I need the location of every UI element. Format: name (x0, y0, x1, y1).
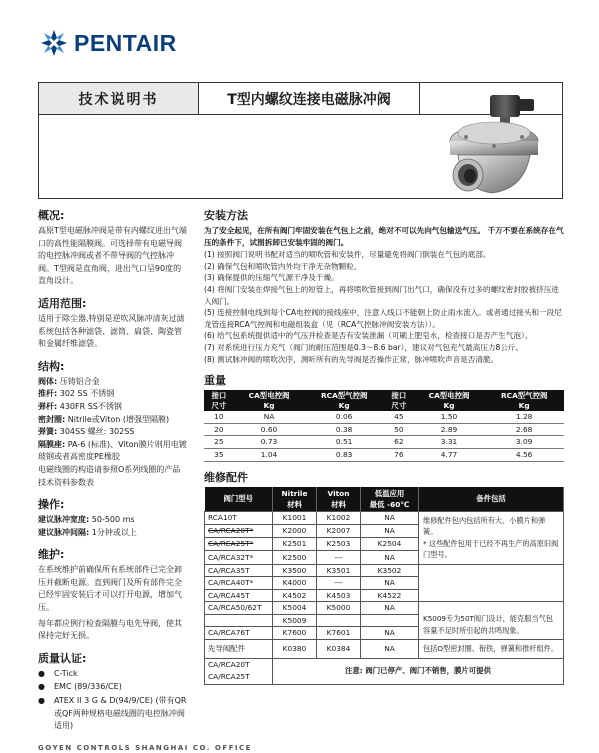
valve-image (432, 93, 552, 201)
part-low-temp: NA (361, 524, 419, 537)
installation-step: (6) 给气包系统提供适中的气压并检查是否有安装泄漏（可刷上肥皂水，检查接口是否产生气泡）。 (204, 331, 533, 341)
table-row (205, 564, 564, 577)
structure-item: 阀体: 压铸铝合金 (38, 376, 100, 386)
part-nitrile: K4000 (273, 577, 317, 590)
part-nitrile: K2500 (273, 551, 317, 564)
weight-table (204, 390, 564, 461)
part-model: 先导阀配件 (205, 640, 273, 659)
table-row (204, 436, 564, 449)
col-viton: Viton 材料 (317, 487, 361, 512)
col-nitrile: Nitrile 材料 (273, 487, 317, 512)
table-row (205, 640, 564, 659)
part-model (205, 614, 273, 627)
part-low-temp: K2504 (361, 538, 419, 551)
maintenance-heading: 维护: (38, 548, 65, 562)
installation-section (204, 209, 564, 365)
installation-step: (4) 将阀门安装在焊接气包上的短管上，再将喷吹管接到阀门出气口，确保没有过多的螺纹密封胶被挤压进入阀门。 (204, 284, 559, 306)
footer-text: GOYEN CONTROLS SHANGHAI CO. OFFICE (38, 744, 252, 752)
weight-heading: 重量 (204, 374, 226, 388)
brand-name: PENTAIR (74, 29, 177, 56)
structure-item: 弹杆: 430FR SS不锈钢 (38, 401, 122, 411)
structure-item: 密封圈: Nitrile或Viton (增强型隔膜) (38, 414, 170, 424)
weight-cell: 76 (384, 448, 414, 461)
part-low-temp: K3502 (361, 564, 419, 577)
application-section (38, 297, 188, 351)
doc-type-title: 技术说明书 (39, 83, 199, 114)
part-nitrile: K2000 (273, 524, 317, 537)
discontinued-model: CA/RCA20T (208, 660, 250, 670)
overview-text: 高原T型电磁脉冲阀是带有内螺纹进出气端口的高性能隔膜阀。可选择带有电磁导阀的电控脉冲阀或者不带导阀的气控脉冲阀。T型阀是直角阀，进出气口呈90度的直角设计。 (38, 226, 187, 286)
part-model (205, 658, 273, 684)
weight-cell: 45 (384, 411, 414, 423)
part-low-temp: NA (361, 602, 419, 615)
weight-cell: 0.83 (304, 448, 384, 461)
bullet-icon: ● (38, 696, 45, 706)
parts-section (204, 471, 564, 685)
part-nitrile: K3500 (273, 564, 317, 577)
installation-step: (3) 确保提供的压缩气气源干净及干燥。 (204, 273, 339, 283)
operation-item: 建议脉冲宽度: 50-500 ms (38, 515, 135, 525)
certification-item: ● EMC (89/336/CE) (38, 681, 188, 694)
part-model: CA/RCA20T* (205, 524, 273, 537)
weight-cell: 2.68 (484, 423, 564, 436)
col-kit-contents: 备件包括 (419, 487, 564, 512)
overview-heading: 概况: (38, 209, 65, 222)
kit-note: 包括O型密封圈、衔铁，弹簧和推杆组件。 (419, 640, 564, 659)
operation-item: 建议脉冲间隔: 1分钟或以上 (38, 527, 137, 537)
part-nitrile: K5009 (273, 614, 317, 627)
part-viton: --- (317, 551, 361, 564)
weight-col-header: RCA型气控阀 Kg (304, 390, 384, 411)
part-viton: --- (317, 577, 361, 590)
kit-note-text: 维修配件包内包括所有大、小膜片和弹簧。 (423, 515, 546, 536)
part-viton: K2503 (317, 538, 361, 551)
certification-item: ● ATEX II 3 G & D(94/9/CE) (带有QR或QF两种规格电磁线圈的电控脉冲阀适用) (38, 695, 188, 733)
part-model: CA/RCA45T (205, 589, 273, 602)
part-model: CA/RCA25T* (205, 538, 273, 551)
part-model: RCA10T (205, 511, 273, 524)
overview-section (38, 209, 188, 288)
structure-note: 电磁线圈的构造请参照O系列线圈的产品技术资料参数表 (38, 464, 181, 487)
part-low-temp: K4522 (361, 589, 419, 602)
part-low-temp: NA (361, 511, 419, 524)
weight-header-row (204, 390, 564, 411)
weight-section (204, 374, 564, 461)
application-heading: 适用范围: (38, 296, 87, 310)
table-row (205, 511, 564, 524)
application-text: 适用于除尘器,特别是逆吹风脉冲清灰过滤系统包括各种滤袋、滤筒、扁袋、陶瓷管和金属纤维滤袋。 (38, 313, 185, 349)
part-viton: K3501 (317, 564, 361, 577)
weight-col-header: CA型电控阀 Kg (234, 390, 305, 411)
pentair-star-icon (40, 29, 68, 57)
weight-cell: 4.77 (414, 448, 485, 461)
installation-step: (1) 按照阀门说明书配对适当的喷吹管和安装件，尽量避免将阀门倒装在气包的底部。 (204, 250, 491, 260)
col-low-temp: 低温应用 最低 -60℃ (361, 487, 419, 512)
parts-heading: 维修配件 (204, 470, 248, 484)
weight-cell: 25 (204, 436, 234, 449)
weight-cell: 0.73 (234, 436, 305, 449)
left-column (38, 209, 188, 742)
weight-cell: 1.28 (484, 411, 564, 423)
weight-cell: 0.60 (234, 423, 305, 436)
weight-cell: 2.89 (414, 423, 485, 436)
weight-cell: 4.56 (484, 448, 564, 461)
installation-step: (2) 确保气包和喷吹管内外均干净无杂物颗粒。 (204, 261, 362, 271)
part-nitrile: K7600 (273, 627, 317, 640)
weight-cell: 3.31 (414, 436, 485, 449)
weight-cell: 3.09 (484, 436, 564, 449)
weight-cell: NA (234, 411, 305, 423)
operation-section (38, 498, 188, 539)
weight-cell: 62 (384, 436, 414, 449)
part-viton: K5000 (317, 602, 361, 615)
operation-heading: 操作: (38, 498, 65, 512)
part-nitrile: K2501 (273, 538, 317, 551)
part-low-temp: NA (361, 640, 419, 659)
part-nitrile: K4502 (273, 589, 317, 602)
table-row (204, 411, 564, 423)
structure-item: 推杆: 302 SS 不锈钢 (38, 389, 115, 399)
part-low-temp (361, 614, 419, 627)
installation-heading: 安装方法 (204, 209, 248, 222)
table-row (205, 658, 564, 684)
certification-heading: 质量认证: (38, 651, 87, 665)
part-model: CA/RCA35T (205, 564, 273, 577)
kit-note-text: * 这些配件包用于已经不再生产的高原旧阀门型号。 (423, 538, 559, 559)
weight-cell: 1.04 (234, 448, 305, 461)
part-viton: K1002 (317, 511, 361, 524)
bullet-icon: ● (38, 682, 45, 692)
installation-warning: 为了安全起见，在所有阀门牢固安装在气包上之前，绝对不可以先向气包输送气压。 千万不要在系统存在气压的条件下，试图拆卸已安装牢固的阀门。 (204, 226, 564, 247)
maintenance-text: 每年都应例行检查隔膜与电先导阀，使其保持完好无损。 (38, 618, 182, 641)
part-nitrile: K5004 (273, 602, 317, 615)
weight-cell: 10 (204, 411, 234, 423)
part-model: CA/RCA32T* (205, 551, 273, 564)
kit-note-blank (419, 564, 564, 602)
kit-note (419, 511, 564, 564)
certification-section (38, 652, 188, 733)
bullet-icon: ● (38, 668, 45, 678)
part-viton: K4503 (317, 589, 361, 602)
part-low-temp: NA (361, 577, 419, 590)
discontinued-model: CA/RCA25T (208, 672, 250, 682)
weight-cell: 35 (204, 448, 234, 461)
part-model: CA/RCA76T (205, 627, 273, 640)
certification-item: ● C-Tick (38, 668, 188, 681)
weight-col-header: 接口 尺寸 (204, 390, 234, 411)
weight-cell: 0.51 (304, 436, 384, 449)
part-low-temp: NA (361, 627, 419, 640)
structure-item: 隔膜座: PA-6 (标准)、Viton膜片则用电镀玻钢或者高密度PE橡胶 (38, 439, 187, 462)
installation-step: (7) 对系统进行压力充气（阀门的耐压范围是0.3～8.6 bar），建议对气包充气最高压力8公斤。 (204, 342, 524, 352)
part-model: CA/RCA40T* (205, 577, 273, 590)
col-model: 阀门型号 (205, 487, 273, 512)
installation-step: (8) 测试脉冲阀的喷吹次序，测听所有的先导阀是否操作正常，脉冲喷吹声音是否清脆。 (204, 354, 499, 364)
structure-item: 弹簧: 304SS 螺丝: 302SS (38, 427, 135, 437)
weight-col-header: 接口 尺寸 (384, 390, 414, 411)
structure-section (38, 360, 188, 489)
part-low-temp: NA (361, 551, 419, 564)
pentair-logo (40, 28, 177, 58)
discontinued-note: 注意: 阀门已停产、阀门不销售，膜片可提供 (273, 658, 564, 684)
part-viton: K2007 (317, 524, 361, 537)
weight-cell: 1.50 (414, 411, 485, 423)
part-viton: K7601 (317, 627, 361, 640)
weight-cell: 50 (384, 423, 414, 436)
kit-note: K5009专为50T阀门设计，能克服当气包容量不足时所引起的共鸣现象。 (419, 602, 564, 640)
maintenance-section (38, 548, 188, 643)
weight-cell: 0.38 (304, 423, 384, 436)
part-nitrile: K1001 (273, 511, 317, 524)
parts-table (204, 487, 564, 685)
part-viton (317, 614, 361, 627)
weight-cell: 20 (204, 423, 234, 436)
weight-col-header: CA型电控阀 Kg (414, 390, 485, 411)
part-model: CA/RCA50/62T (205, 602, 273, 615)
right-column (204, 209, 564, 694)
part-nitrile: K0380 (273, 640, 317, 659)
product-title: T型内螺纹连接电磁脉冲阀 (199, 83, 420, 114)
structure-heading: 结构: (38, 359, 65, 373)
part-viton: K0384 (317, 640, 361, 659)
parts-header-row (205, 487, 564, 512)
maintenance-text: 在系统维护前确保所有系统部件已完全卸压并截断电源。直到阀门及所有部件完全已经牢固安装后才可以打开电源，增加气压。 (38, 565, 182, 613)
weight-cell: 0.06 (304, 411, 384, 423)
table-row (204, 423, 564, 436)
weight-col-header: RCA型气控阀 Kg (484, 390, 564, 411)
table-row (204, 448, 564, 461)
installation-step: (5) 连接控制电线到每个CA电控阀的接线座中，注意入线口不能朝上防止雨水流入。或者通过接头和一段尼龙管连接RCA气控阀和电磁组装盒（见（RCA气控脉冲阀安装方法））。 (204, 308, 562, 329)
table-row (205, 602, 564, 615)
